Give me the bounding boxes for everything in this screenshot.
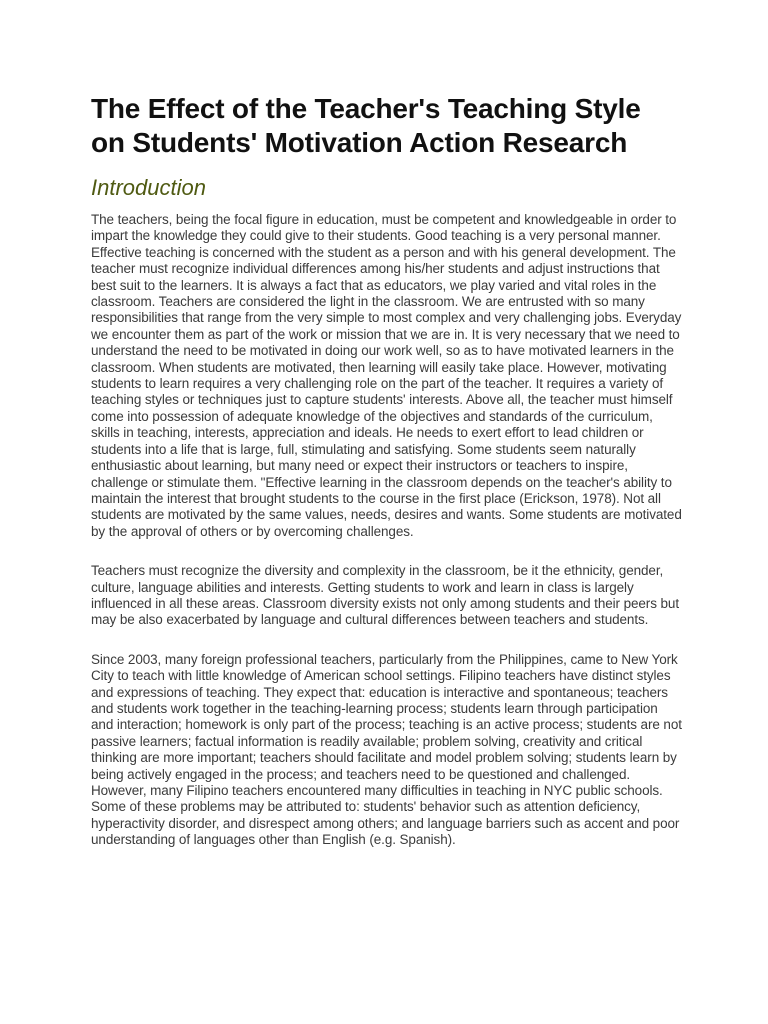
page-title [91, 92, 683, 160]
page-title-line-1: The Effect of the Teacher's Teaching Style [91, 93, 641, 124]
page-title-line-2: on Students' Motivation Action Research [91, 127, 628, 158]
section-heading-introduction: Introduction [91, 175, 206, 200]
document-content [91, 92, 683, 872]
body-paragraph-3: Since 2003, many foreign professional teachers, particularly from the Philippines, came to New York City to teach with little knowledge of American school settings. Filipino teachers have distinct styles and expressions of teaching. They expect that: education is interactive and spontaneous; teachers and students work together in the teaching-learning process; students learn through participation and interaction; homework is only part of the process; teaching is an active process; students are not passive learners; factual information is readily available; problem solving, creativity and critical thinking are more important; teachers should facilitate and model problem solving; students learn by being actively engaged in the process; and teachers need to be questioned and challenged. However, many Filipino teachers encountered many difficulties in teaching in NYC public schools. Some of these problems may be attributed to: students' behavior such as attention deficiency, hyperactivity disorder, and disrespect among others; and language barriers such as accent and poor understanding of languages other than English (e.g. Spanish). [91, 651, 682, 848]
body-paragraph-2: Teachers must recognize the diversity and complexity in the classroom, be it the ethnicity, gender, culture, language abilities and interests. Getting students to work and learn in class is largely influenced in all these areas. Classroom diversity exists not only among students and their peers but may be also exacerbated by language and cultural differences between teachers and students. [91, 563, 679, 628]
body-paragraph-1: The teachers, being the focal figure in education, must be competent and knowledgeable in order to impart the knowledge they could give to their students. Good teaching is a very personal manner. Effective teaching is concerned with the student as a person and with his general development. The teacher must recognize individual differences among his/her students and adjust instructions that best suit to the learners. It is always a fact that as educators, we play varied and vital roles in the classroom. Teachers are considered the light in the classroom. We are entrusted with so many responsibilities that range from the very simple to most complex and very challenging jobs. Everyday we encounter them as part of the work or mission that we are in. It is very necessary that we need to understand the need to be motivated in doing our work well, so as to have motivated learners in the classroom. When students are motivated, then learning will easily take place. However, motivating students to learn requires a very challenging role on the part of the teacher. It requires a variety of teaching styles or techniques just to capture students' interests. Above all, the teacher must himself come into possession of adequate knowledge of the objectives and standards of the curriculum, skills in teaching, interests, appreciation and ideals. He needs to exert effort to lead children or students into a life that is large, full, stimulating and satisfying. Some students seem naturally enthusiastic about learning, but many need or expect their instructors or teachers to inspire, challenge or stimulate them. "Effective learning in the classroom depends on the teacher's ability to maintain the interest that brought students to the course in the first place (Erickson, 1978). Not all students are motivated by the same values, needs, desires and wants. Some students are motivated by the approval of others or by overcoming challenges. [91, 212, 682, 539]
